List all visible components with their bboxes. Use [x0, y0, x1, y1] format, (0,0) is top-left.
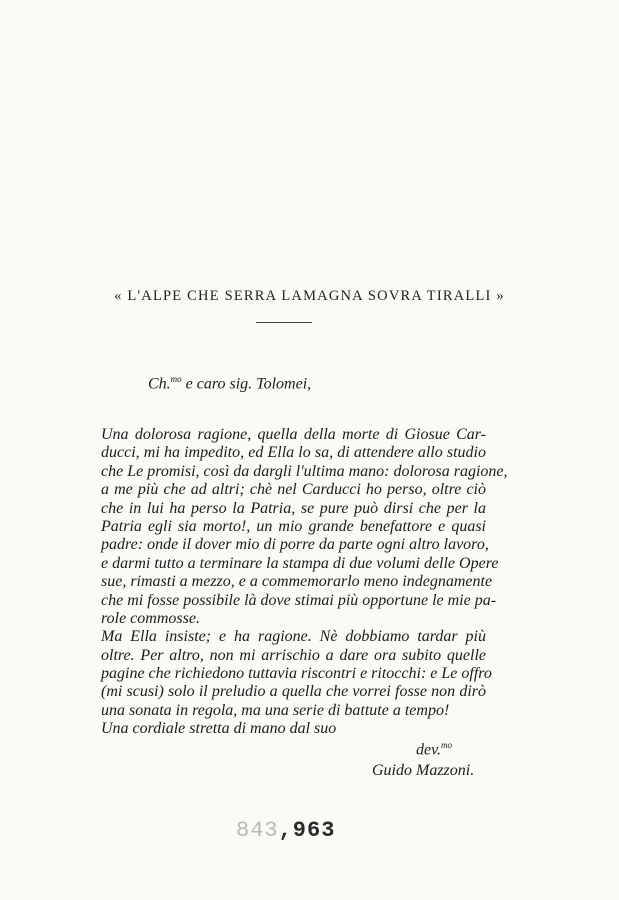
closing-dev [416, 740, 452, 759]
body-line: Una cordiale stretta di mano dal suo [101, 720, 337, 738]
body-line: Una dolorosa ragione, quella della morte di Giosue Car- [101, 426, 486, 443]
closing-dev-prefix: dev. [416, 741, 442, 759]
letter-body [101, 426, 508, 739]
salutation-rest: e caro sig. Tolomei, [181, 375, 312, 393]
body-line: (mi scusi) solo il preludio a quella che vorrei fosse non dirò [101, 683, 486, 701]
library-stamp [236, 818, 335, 843]
closing-dev-superscript: mo [441, 740, 453, 750]
body-line: ducci, mi ha impedito, ed Ella lo sa, di attendere allo studio [101, 444, 486, 462]
body-line: e darmi tutto a terminare la stampa di due volumi delle Opere [101, 554, 499, 572]
body-line: oltre. Per altro, non mi arrischio a dare ora subito quelle [101, 646, 486, 664]
body-line: Patria egli sia morto!, un mio grande benefattore e quasi [101, 517, 486, 535]
salutation [148, 374, 311, 393]
stamp-faint-digits: 843 [236, 818, 279, 843]
body-line: role commosse. [101, 609, 200, 627]
body-line: sue, rimasti a mezzo, e a commemorarlo meno indegnamente [101, 573, 493, 591]
body-line: che mi fosse possibile là dove stimai più opportune le mie pa- [101, 591, 497, 609]
body-line: una sonata in regola, ma una serie di battute a tempo! [101, 701, 450, 719]
body-line: Ma Ella insiste; e ha ragione. Nè dobbiamo tardar più [101, 628, 486, 646]
title-divider [256, 322, 312, 323]
signature: Guido Mazzoni. [372, 762, 475, 779]
body-line: che in lui ha perso la Patria, se pure può dirsi che per la [101, 499, 486, 517]
document-title: « L'ALPE CHE SERRA LAMAGNA SOVRA TIRALLI » [114, 288, 505, 304]
stamp-bold-digits: ,963 [278, 818, 336, 843]
salutation-superscript: mo [170, 374, 182, 384]
salutation-prefix: Ch. [148, 375, 171, 393]
body-line: che Le promisi, così da dargli l'ultima mano: dolorosa ragione, [101, 462, 508, 480]
body-line: pagine che richiedono tuttavia riscontri e ritocchi: e Le offro [101, 665, 492, 683]
body-line: a me più che ad altri; chè nel Carducci ho perso, oltre ciò [101, 481, 486, 499]
body-line: padre: onde il dover mio di porre da parte ogni altro lavoro, [101, 536, 489, 554]
